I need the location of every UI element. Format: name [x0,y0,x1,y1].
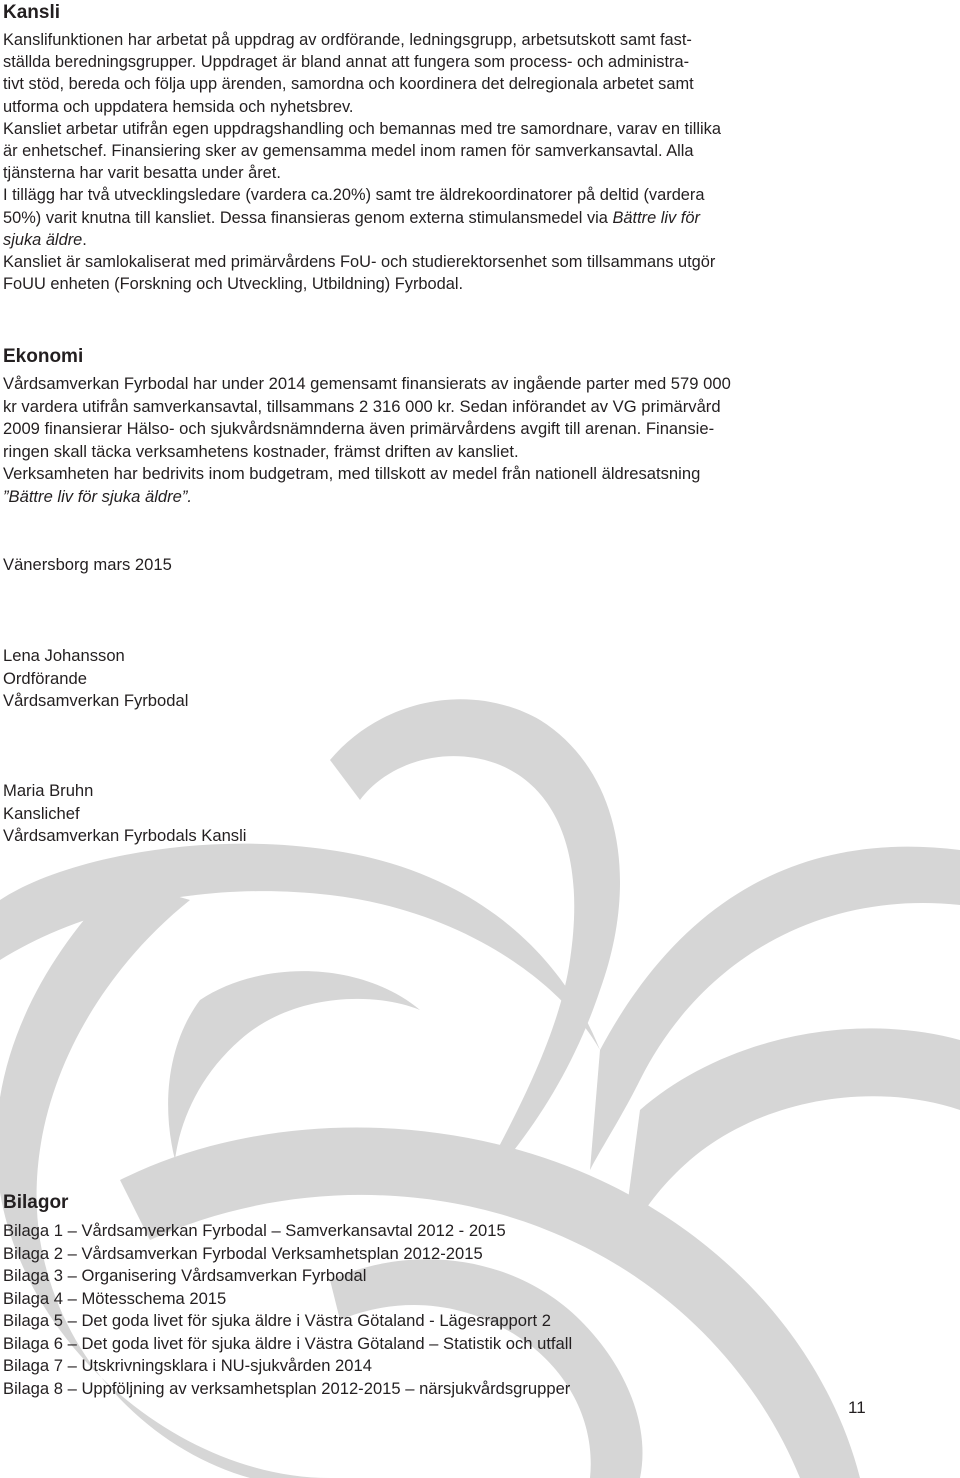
attachment-dash: – [67,1333,77,1353]
attachment-title: Det goda livet för sjuka äldre i Västra Götaland - Lägesrapport 2 [81,1311,551,1330]
attachment-number: Bilaga 6 [3,1333,63,1353]
attachment-item [3,1378,572,1401]
text-line: Verksamheten har bedrivits inom budgetram, med tillskott av medel från nationell äldresatsning [3,464,701,484]
text-line [3,486,813,509]
program-name-italic: sjuka äldre [3,230,83,249]
attachment-number: Bilaga 4 [3,1288,63,1308]
attachment-number: Bilaga 2 [3,1243,63,1263]
attachment-item [3,1265,572,1288]
text-line: kr vardera utifrån samverkansavtal, tillsammans 2 316 000 kr. Sedan införandet av VG primärvård [3,396,721,416]
signatory-org: Vårdsamverkan Fyrbodal [3,691,189,711]
text-line: är enhetschef. Finansiering sker av gemensamma medel inom ramen för samverkansavtal. Alla [3,142,694,161]
signature-block-office-head [3,780,246,848]
attachment-dash: – [67,1221,77,1240]
attachment-number: Bilaga 8 [3,1378,63,1398]
text-line: 2009 finansierar Hälso- och sjukvårdsnämnderna även primärvårdens avgift till arenan. Finansie- [3,419,715,439]
signatory-name: Maria Bruhn [3,781,94,800]
kansli-body [3,29,803,295]
page-number: 11 [848,1398,866,1417]
attachment-dash: – [67,1311,77,1330]
attachment-dash: – [67,1288,77,1308]
attachment-title: Mötesschema 2015 [81,1288,227,1308]
section-heading-ekonomi: Ekonomi [3,346,84,367]
attachment-number: Bilaga 7 [3,1356,63,1375]
attachment-item [3,1288,572,1311]
place-and-date: Vänersborg mars 2015 [3,555,172,574]
text-line: tivt stöd, bereda och följa upp ärenden, samordna och koordinera det delregionala arbetet samt [3,75,694,94]
attachment-title: Vårdsamverkan Fyrbodal – Samverkansavtal 2012 - 2015 [81,1221,506,1240]
program-name-italic: Bättre liv för [612,208,700,227]
signatory-name: Lena Johansson [3,646,125,665]
signatory-role: Ordförande [3,668,87,688]
text-line: Vårdsamverkan Fyrbodal har under 2014 gemensamt finansierats av ingående parter med 579 000 [3,374,731,393]
attachment-item [3,1310,572,1333]
text-line [3,229,803,251]
attachment-dash: – [67,1378,77,1398]
text-line: tjänsterna har varit besatta under året. [3,164,281,183]
ekonomi-body [3,373,813,509]
section-heading-kansli: Kansli [3,2,61,23]
attachment-title: Uppföljning av verksamhetsplan 2012-2015 – närsjukvårdsgrupper [81,1378,571,1398]
signatory-org: Vårdsamverkan Fyrbodals Kansli [3,826,247,846]
text-line: Kanslifunktionen har arbetat på uppdrag av ordförande, ledningsgrupp, arbetsutskott samt fast- [3,31,692,49]
attachment-item [3,1220,572,1243]
attachment-number: Bilaga 3 [3,1266,63,1285]
attachment-number: Bilaga 5 [3,1311,63,1330]
signature-block-chair [3,645,188,713]
attachment-number: Bilaga 1 [3,1221,63,1240]
text-segment: . [82,230,87,249]
text-segment: 50%) varit knutna till kansliet. Dessa finansieras genom externa stimulansmedel via [3,208,613,227]
text-line: utforma och uppdatera hemsida och nyhetsbrev. [3,97,354,116]
attachment-title: Vårdsamverkan Fyrbodal Verksamhetsplan 2012-2015 [81,1243,483,1263]
text-line: ställda beredningsgrupper. Uppdraget är bland annat att fungera som process- och administra- [3,53,690,72]
attachment-item [3,1243,572,1266]
section-heading-bilagor: Bilagor [3,1192,69,1213]
attachment-title: Det goda livet för sjuka äldre i Västra Götaland – Statistik och utfall [81,1333,573,1353]
attachment-dash: – [67,1243,77,1263]
text-line: I tillägg har två utvecklingsledare (vardera ca.20%) samt tre äldrekoordinatorer på deltid (vardera [3,186,705,205]
attachment-dash: – [67,1356,77,1375]
text-line: FoUU enheten (Forskning och Utveckling, Utbildning) Fyrbodal. [3,275,464,294]
text-line: Kansliet är samlokaliserat med primärvårdens FoU- och studierektorsenhet som tillsammans utgör [3,253,716,272]
text-line: ringen skall täcka verksamhetens kostnader, främst driften av kansliet. [3,441,519,461]
attachment-title: Utskrivningsklara i NU-sjukvården 2014 [81,1356,372,1375]
attachment-dash: – [67,1266,77,1285]
text-line [3,207,803,229]
attachment-item [3,1333,572,1356]
text-line: Kansliet arbetar utifrån egen uppdragshandling och bemannas med tre samordnare, varav en tillika [3,119,721,138]
attachment-title: Organisering Vårdsamverkan Fyrbodal [81,1266,367,1285]
attachment-list [3,1220,572,1400]
program-name-italic: ”Bättre liv för sjuka äldre”. [3,486,193,506]
attachment-item [3,1355,572,1378]
signatory-role: Kanslichef [3,803,80,823]
